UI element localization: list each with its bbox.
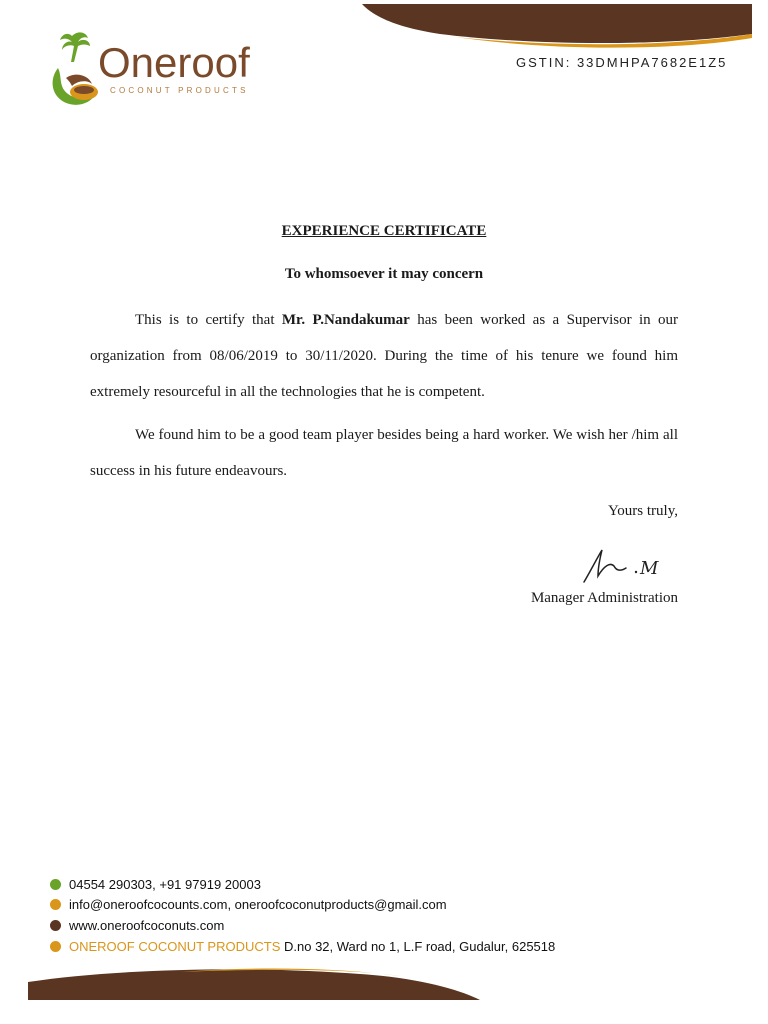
contact-phone	[50, 876, 261, 894]
email-text: info@oneroofcocounts.com, oneroofcoconutproducts@gmail.com	[69, 897, 447, 912]
website-text: www.oneroofcoconuts.com	[69, 918, 225, 933]
contact-website	[50, 917, 224, 935]
signature-initial: M	[640, 558, 659, 579]
email-icon	[50, 899, 61, 910]
contact-address	[50, 938, 555, 956]
location-pin-icon	[50, 941, 61, 952]
paragraph-1	[90, 302, 678, 410]
salutation: To whomsoever it may concern	[284, 266, 484, 282]
globe-icon	[50, 920, 61, 931]
paragraph-1-rest: has been worked as a Supervisor in our organization from 08/06/2019 to 30/11/2020. During the time of his tenure we found him extremely resourceful in all the technologies that he is competent.	[90, 312, 678, 400]
paragraph-2: We found him to be a good team player besides being a hard worker. We wish her /him all success in his future endeavours.	[90, 427, 678, 479]
gstin-number: GSTIN: 33DMHPA7682E1Z5	[516, 55, 728, 70]
footer-swoosh	[0, 960, 768, 1024]
phone-text: 04554 290303, +91 97919 20003	[69, 877, 261, 892]
certificate-title: EXPERIENCE CERTIFICATE	[281, 223, 487, 239]
address-text: D.no 32, Ward no 1, L.F road, Gudalur, 625518	[280, 939, 556, 954]
brand-name: Oneroof	[98, 39, 250, 86]
brand-tagline: COCONUT PRODUCTS	[110, 86, 249, 95]
closing: Yours truly,	[607, 503, 678, 519]
contact-email	[50, 896, 447, 914]
phone-icon	[50, 879, 61, 890]
signature-image	[576, 542, 686, 587]
signatory-designation: Manager Administration	[530, 590, 678, 606]
company-name: ONEROOF COCONUT PRODUCTS	[69, 939, 281, 954]
paragraph-1-prefix: This is to certify that	[135, 312, 282, 328]
employee-name: Mr. P.Nandakumar	[281, 312, 410, 328]
